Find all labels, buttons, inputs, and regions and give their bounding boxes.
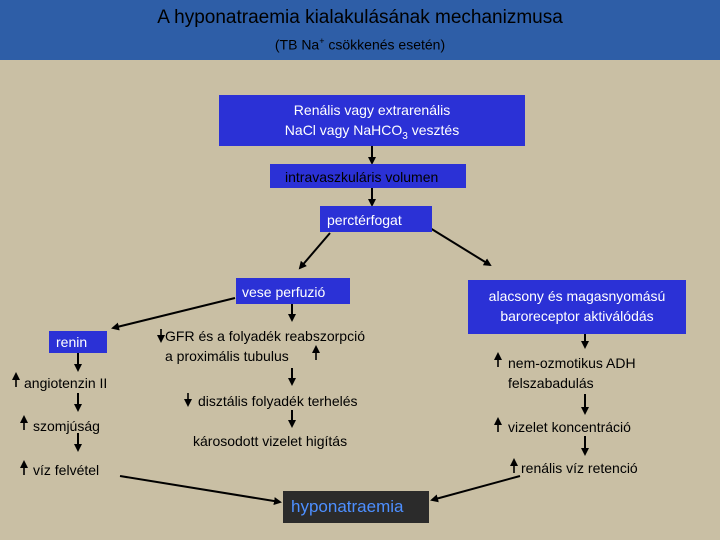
page-title: A hyponatraemia kialakulásának mechanizmusa [157, 7, 563, 28]
urine-concentration: vizelet koncentráció [508, 419, 631, 435]
arrow-retention-to-result [432, 476, 520, 500]
hyponatraemia: hyponatraemia [291, 497, 404, 516]
baroreceptor-line-1: alacsony és magasnyomású [488, 288, 666, 304]
source-line-1: Renális vagy extrarenális [293, 102, 451, 118]
arrow-output-to-baroreceptor [430, 228, 490, 265]
baroreceptor-box [468, 280, 686, 334]
kidney-perfusion: vese perfuzió [242, 284, 326, 300]
renin: renin [56, 334, 88, 350]
page-subtitle: (TB Na+ csökkenés esetén) [274, 36, 446, 53]
cardiac-output: perctérfogat [327, 212, 402, 228]
adh-line-2: felszabadulás [508, 375, 594, 391]
adh-line-1: nem-ozmotikus ADH [508, 355, 636, 371]
adh-release [508, 353, 636, 393]
intravascular-volume: intravaszkuláris volumen [285, 169, 439, 185]
baroreceptor-line-2: baroreceptor aktiválódás [500, 308, 654, 324]
gfr-reabsorption [165, 326, 365, 366]
arrow-intake-to-result [120, 476, 280, 502]
renal-water-retention: renális víz retenció [521, 460, 638, 476]
arrow-output-to-perfusion [300, 233, 330, 268]
distal-fluid-load: disztális folyadék terhelés [198, 393, 358, 409]
source-box [219, 95, 525, 146]
impaired-urine-dilution: károsodott vizelet higítás [193, 433, 348, 449]
arrow-perfusion-to-renin [113, 298, 235, 328]
source-line-2: NaCl vagy NaHCO$_3$ vesztés [284, 122, 460, 142]
gfr-line-1: GFR és a folyadék reabszorpció [165, 328, 365, 344]
gfr-line-2: a proximális tubulus [165, 348, 289, 364]
angiotensin-ii: angiotenzin II [24, 375, 108, 391]
water-intake: víz felvétel [33, 462, 100, 478]
thirst: szomjúság [33, 418, 100, 434]
